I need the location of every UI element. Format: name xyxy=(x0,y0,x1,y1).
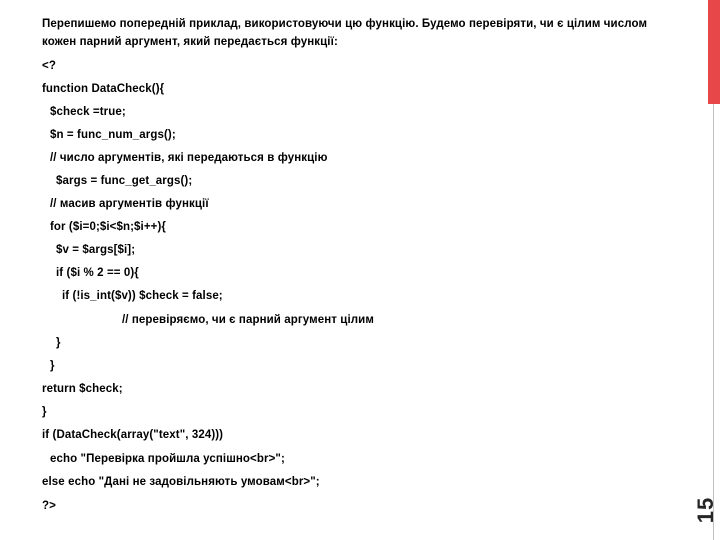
code-line-php-open: <? xyxy=(42,60,56,72)
code-line-check-init: $check =true; xyxy=(50,106,126,118)
code-line-php-close: ?> xyxy=(42,500,56,512)
code-line-if-even: if ($i % 2 == 0){ xyxy=(56,267,139,279)
code-line-echo-success: echo "Перевірка пройшла успішно<br>"; xyxy=(50,453,285,465)
page-number: 15 xyxy=(693,496,718,524)
code-line-close-function: } xyxy=(42,406,47,418)
code-line-get-args: $args = func_get_args(); xyxy=(56,175,193,187)
code-line-assign-v: $v = $args[$i]; xyxy=(56,244,136,256)
code-line-is-int-check: if (!is_int($v)) $check = false; xyxy=(62,290,223,302)
code-line-function-decl: function DataCheck(){ xyxy=(42,83,165,95)
code-line-comment-array: // масив аргументів функції xyxy=(50,198,209,210)
code-line-echo-fail: else echo "Дані не задовільняють умовам<br>"; xyxy=(42,476,320,488)
code-line-for-loop: for ($i=0;$i<$n;$i++){ xyxy=(50,221,166,233)
intro-paragraph: Перепишемо попередній приклад, використовуючи цю функцію. Будемо перевіряти, чи є цілим числом кожен парний аргумент, який передається функції: xyxy=(42,18,648,48)
code-line-close-for: } xyxy=(50,360,55,372)
code-line-num-args: $n = func_num_args(); xyxy=(50,129,176,141)
code-line-return: return $check; xyxy=(42,383,123,395)
code-line-if-call: if (DataCheck(array("text", 324))) xyxy=(42,429,224,441)
accent-bar xyxy=(708,0,720,104)
code-line-close-if: } xyxy=(56,337,61,349)
code-line-comment-check: // перевіряємо, чи є парний аргумент цілим xyxy=(122,314,374,326)
right-divider xyxy=(713,104,714,540)
code-line-comment-count: // число аргументів, які передаються в функцію xyxy=(50,152,328,164)
